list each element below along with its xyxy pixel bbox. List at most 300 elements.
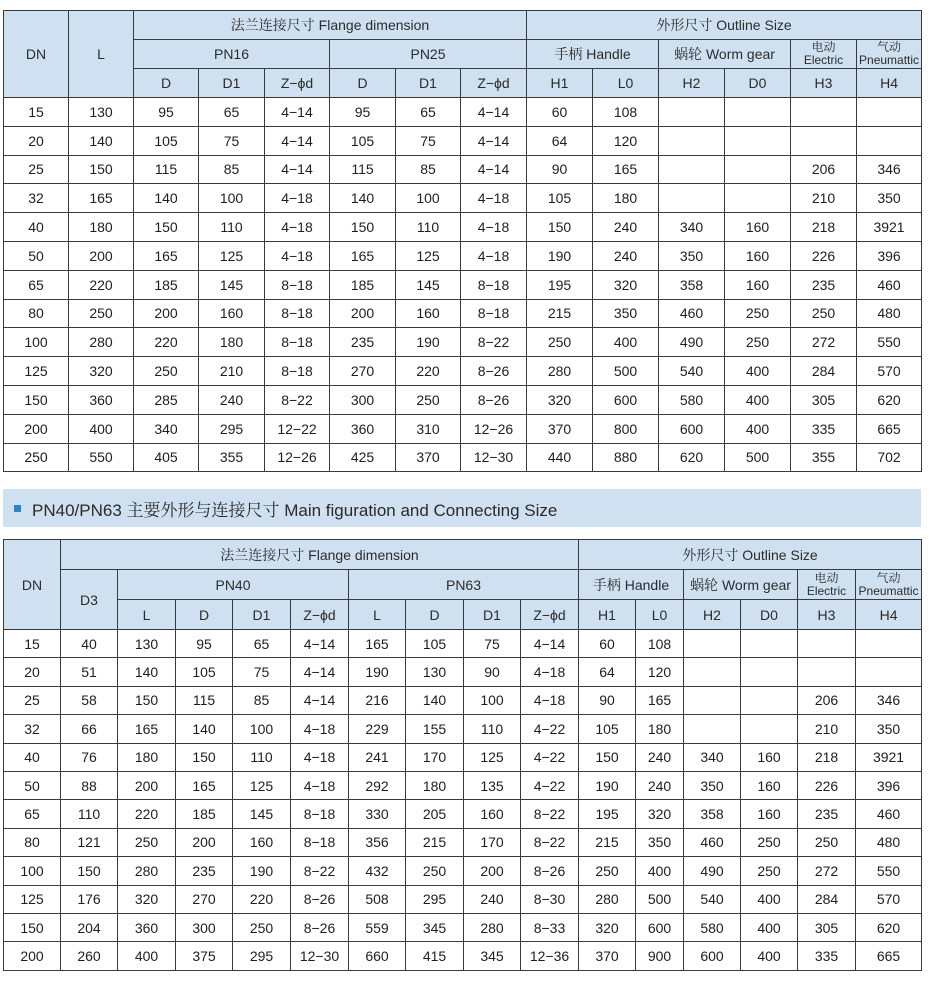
table-cell: 355	[199, 443, 265, 472]
table-cell: 190	[396, 328, 461, 357]
table-cell: 190	[349, 658, 406, 686]
table-cell: 320	[593, 270, 659, 299]
table-cell: 65	[396, 98, 461, 127]
table-cell: 65	[233, 630, 291, 658]
table-row	[4, 942, 922, 970]
table-cell: 12−30	[461, 443, 527, 472]
table-cell: 160	[396, 299, 461, 328]
table-cell: 8−26	[291, 913, 349, 941]
table-cell: 125	[4, 357, 69, 386]
table-cell	[725, 98, 791, 127]
table-cell: 125	[199, 241, 265, 270]
table-cell: 3921	[856, 743, 922, 771]
table-cell: 8−18	[291, 828, 349, 856]
table-cell: 508	[349, 885, 406, 913]
table-cell: 4−14	[521, 630, 579, 658]
table-cell: 160	[233, 828, 291, 856]
table-cell: 360	[69, 385, 134, 414]
table-cell: 600	[659, 414, 725, 443]
table-cell: 170	[464, 828, 521, 856]
table-cell: 108	[636, 630, 684, 658]
subheader-cell: D0	[725, 69, 791, 98]
table-cell: 165	[176, 771, 233, 799]
table-cell: 200	[69, 241, 134, 270]
table-cell: 180	[118, 743, 176, 771]
table-cell: 170	[406, 743, 464, 771]
table-cell: 150	[527, 213, 593, 242]
table-cell: 135	[464, 771, 521, 799]
table-cell	[684, 686, 741, 714]
table-row	[4, 686, 922, 714]
table-cell: 51	[61, 658, 118, 686]
table-cell: 4−18	[521, 686, 579, 714]
table-cell: 400	[741, 913, 798, 941]
table-cell: 32	[4, 184, 69, 213]
table-row	[4, 126, 922, 155]
table-cell: 4−14	[265, 155, 330, 184]
subheader-cell: H1	[527, 69, 593, 98]
table-cell: 300	[176, 913, 233, 941]
table-cell: 85	[199, 155, 265, 184]
table-cell: 500	[725, 443, 791, 472]
table-cell: 65	[199, 98, 265, 127]
table-cell: 460	[856, 800, 922, 828]
table-cell: 90	[527, 155, 593, 184]
header-pn40: PN40	[118, 570, 349, 600]
table-cell: 284	[798, 885, 856, 913]
table-cell: 432	[349, 857, 406, 885]
table-cell: 88	[61, 771, 118, 799]
table-cell: 150	[61, 857, 118, 885]
header-electric-cn: 电动	[814, 570, 839, 585]
table-cell: 50	[4, 771, 61, 799]
table-cell: 220	[69, 270, 134, 299]
table-cell: 150	[4, 913, 61, 941]
table-cell: 4−18	[291, 715, 349, 743]
subheader-cell: D1	[396, 69, 461, 98]
table-cell: 140	[406, 686, 464, 714]
table-cell: 150	[176, 743, 233, 771]
table-cell: 355	[791, 443, 857, 472]
table-cell: 4−18	[265, 184, 330, 213]
table-cell: 185	[330, 270, 396, 299]
table-cell: 500	[636, 885, 684, 913]
table-cell: 165	[134, 241, 199, 270]
table-cell: 180	[69, 213, 134, 242]
table-cell: 165	[69, 184, 134, 213]
table-cell: 160	[199, 299, 265, 328]
table-cell: 350	[856, 715, 922, 743]
table-cell: 335	[798, 942, 856, 970]
table-cell	[857, 126, 922, 155]
table-cell: 400	[725, 357, 791, 386]
table-cell: 280	[527, 357, 593, 386]
table-cell	[741, 630, 798, 658]
table-cell: 400	[725, 385, 791, 414]
table-cell: 320	[69, 357, 134, 386]
table-cell: 550	[857, 328, 922, 357]
table-cell: 76	[61, 743, 118, 771]
table-cell: 4−14	[291, 630, 349, 658]
table-cell: 180	[636, 715, 684, 743]
table-cell: 8−22	[265, 385, 330, 414]
table-cell: 85	[233, 686, 291, 714]
table-cell: 190	[233, 857, 291, 885]
table-cell: 215	[579, 828, 636, 856]
table-cell: 65	[4, 270, 69, 299]
table-cell: 120	[593, 126, 659, 155]
subheader-cell: D1	[199, 69, 265, 98]
table-row	[4, 443, 922, 472]
table-cell: 285	[134, 385, 199, 414]
table-cell	[684, 658, 741, 686]
table-cell: 108	[593, 98, 659, 127]
table-cell: 250	[134, 357, 199, 386]
table-cell: 8−22	[291, 857, 349, 885]
table-cell: 105	[406, 630, 464, 658]
header-pneumatic	[856, 570, 922, 600]
table-cell: 235	[791, 270, 857, 299]
table-cell: 121	[61, 828, 118, 856]
table-cell: 8−26	[521, 857, 579, 885]
table-cell: 165	[636, 686, 684, 714]
table-cell: 8−30	[521, 885, 579, 913]
table-cell: 190	[527, 241, 593, 270]
header-handle: 手柄 Handle	[527, 40, 659, 69]
table-cell: 185	[134, 270, 199, 299]
subheader-cell: H3	[791, 69, 857, 98]
table-cell: 210	[791, 184, 857, 213]
table-cell: 295	[233, 942, 291, 970]
header-pneumatic-cn: 气动	[877, 40, 902, 54]
table-cell: 360	[118, 913, 176, 941]
table-cell: 4−18	[461, 213, 527, 242]
table-cell: 250	[69, 299, 134, 328]
table-cell: 8−22	[521, 800, 579, 828]
table-cell: 345	[406, 913, 464, 941]
table-cell	[659, 155, 725, 184]
table-cell: 105	[176, 658, 233, 686]
table-cell: 229	[349, 715, 406, 743]
pn16-pn25-dimension-table	[3, 10, 922, 472]
table-cell: 58	[61, 686, 118, 714]
table-cell: 115	[330, 155, 396, 184]
table-cell: 370	[527, 414, 593, 443]
table-cell: 356	[349, 828, 406, 856]
table-cell: 150	[118, 686, 176, 714]
table-cell	[741, 686, 798, 714]
table-row	[4, 828, 922, 856]
table-cell: 100	[233, 715, 291, 743]
table-cell: 4−18	[265, 241, 330, 270]
table-cell: 346	[856, 686, 922, 714]
table-cell: 880	[593, 443, 659, 472]
table-cell: 490	[659, 328, 725, 357]
table-cell: 120	[636, 658, 684, 686]
table-cell: 4−18	[291, 743, 349, 771]
table-cell: 130	[118, 630, 176, 658]
table-cell: 250	[527, 328, 593, 357]
header-pneumatic-en: Pneumattic	[859, 53, 920, 67]
table-cell: 65	[4, 800, 61, 828]
table-cell: 190	[579, 771, 636, 799]
table-cell: 90	[464, 658, 521, 686]
table-cell: 272	[798, 857, 856, 885]
header-worm-gear: 蜗轮 Worm gear	[659, 40, 791, 69]
table-cell: 345	[464, 942, 521, 970]
table-cell: 8−22	[461, 328, 527, 357]
table-cell: 12−36	[521, 942, 579, 970]
table-cell: 20	[4, 126, 69, 155]
table-cell: 95	[330, 98, 396, 127]
table-cell: 425	[330, 443, 396, 472]
table-cell: 206	[791, 155, 857, 184]
table-cell: 250	[741, 828, 798, 856]
table-cell: 125	[464, 743, 521, 771]
table-cell: 396	[856, 771, 922, 799]
table-cell: 540	[684, 885, 741, 913]
table-cell: 85	[396, 155, 461, 184]
table-cell: 160	[725, 270, 791, 299]
table-cell: 240	[636, 771, 684, 799]
table-cell	[725, 126, 791, 155]
table-cell: 8−18	[461, 270, 527, 299]
table-cell: 80	[4, 299, 69, 328]
subheader-cell: D	[176, 600, 233, 630]
table-cell: 145	[396, 270, 461, 299]
table-cell: 205	[406, 800, 464, 828]
table-row	[4, 357, 922, 386]
header-d3: D3	[61, 570, 118, 630]
table-cell: 130	[406, 658, 464, 686]
table-cell: 240	[464, 885, 521, 913]
table-cell: 204	[61, 913, 118, 941]
table-cell: 160	[725, 241, 791, 270]
table-cell: 200	[4, 414, 69, 443]
header-dn: DN	[4, 540, 61, 630]
table-row	[4, 213, 922, 242]
table-cell: 400	[636, 857, 684, 885]
table-cell: 4−14	[291, 686, 349, 714]
table-cell: 580	[684, 913, 741, 941]
table-cell: 250	[725, 299, 791, 328]
table-cell: 8−18	[291, 800, 349, 828]
table-cell: 226	[798, 771, 856, 799]
table-cell: 4−18	[291, 771, 349, 799]
table-cell: 200	[134, 299, 199, 328]
table-cell: 250	[725, 328, 791, 357]
table-cell	[798, 658, 856, 686]
table-cell: 218	[798, 743, 856, 771]
table-cell: 206	[798, 686, 856, 714]
section-banner	[3, 489, 921, 527]
table-cell: 4−18	[521, 658, 579, 686]
table-cell: 340	[659, 213, 725, 242]
table-cell: 185	[176, 800, 233, 828]
table-cell: 180	[406, 771, 464, 799]
table-cell: 460	[857, 270, 922, 299]
table-cell: 400	[593, 328, 659, 357]
table-cell: 20	[4, 658, 61, 686]
table-cell: 15	[4, 630, 61, 658]
table-cell: 460	[659, 299, 725, 328]
header-flange-dimension: 法兰连接尺寸 Flange dimension	[134, 11, 527, 40]
table-cell: 370	[579, 942, 636, 970]
table-cell: 480	[857, 299, 922, 328]
table-cell: 4−14	[461, 126, 527, 155]
table-cell: 105	[330, 126, 396, 155]
table-cell: 4−18	[461, 184, 527, 213]
table-cell: 110	[199, 213, 265, 242]
table-cell	[725, 155, 791, 184]
subheader-cell: H4	[857, 69, 922, 98]
table-cell: 100	[4, 857, 61, 885]
table-cell: 400	[69, 414, 134, 443]
subheader-cell: L	[118, 600, 176, 630]
table-cell: 105	[579, 715, 636, 743]
table-cell: 210	[199, 357, 265, 386]
table-row	[4, 328, 922, 357]
table-cell: 900	[636, 942, 684, 970]
table-cell: 540	[659, 357, 725, 386]
header-l: L	[69, 11, 134, 98]
table-cell	[856, 658, 922, 686]
table-cell: 800	[593, 414, 659, 443]
bullet-square-icon	[14, 505, 21, 512]
table-cell: 250	[118, 828, 176, 856]
subheader-cell: H2	[684, 600, 741, 630]
table-cell: 250	[4, 443, 69, 472]
table-cell: 490	[684, 857, 741, 885]
table-cell: 100	[199, 184, 265, 213]
table-cell: 12−30	[291, 942, 349, 970]
table-cell: 145	[233, 800, 291, 828]
table-cell: 295	[406, 885, 464, 913]
table-cell: 350	[636, 828, 684, 856]
table-cell: 220	[396, 357, 461, 386]
table-cell: 8−22	[521, 828, 579, 856]
table-cell: 125	[4, 885, 61, 913]
table-cell	[684, 630, 741, 658]
table-cell: 150	[134, 213, 199, 242]
subheader-cell: L0	[636, 600, 684, 630]
table-cell: 340	[684, 743, 741, 771]
table-cell: 330	[349, 800, 406, 828]
table-cell: 295	[199, 414, 265, 443]
table-cell: 140	[134, 184, 199, 213]
table-cell: 210	[798, 715, 856, 743]
table-cell: 570	[856, 885, 922, 913]
table-cell: 165	[118, 715, 176, 743]
table-cell: 250	[791, 299, 857, 328]
table-cell: 150	[4, 385, 69, 414]
table-cell: 165	[330, 241, 396, 270]
table-cell: 350	[684, 771, 741, 799]
table-cell: 64	[527, 126, 593, 155]
table-cell: 95	[176, 630, 233, 658]
table-row	[4, 241, 922, 270]
table-cell: 140	[176, 715, 233, 743]
table-cell: 90	[579, 686, 636, 714]
table-cell: 200	[4, 942, 61, 970]
table-cell: 346	[857, 155, 922, 184]
table-cell: 292	[349, 771, 406, 799]
table-cell: 32	[4, 715, 61, 743]
table-cell: 125	[396, 241, 461, 270]
table-cell: 310	[396, 414, 461, 443]
table-cell: 75	[199, 126, 265, 155]
table-cell: 250	[233, 913, 291, 941]
table-cell: 160	[725, 213, 791, 242]
header-pneumatic-en: Pneumattic	[858, 583, 919, 598]
table-cell: 180	[593, 184, 659, 213]
table-cell: 335	[791, 414, 857, 443]
table-cell: 400	[725, 414, 791, 443]
table-cell: 218	[791, 213, 857, 242]
table-cell: 280	[579, 885, 636, 913]
table-cell: 405	[134, 443, 199, 472]
table-cell: 125	[233, 771, 291, 799]
table-cell	[741, 658, 798, 686]
table-cell: 559	[349, 913, 406, 941]
table-row	[4, 743, 922, 771]
table-cell: 215	[527, 299, 593, 328]
table-cell: 130	[69, 98, 134, 127]
header-pn16: PN16	[134, 40, 330, 69]
table-cell: 60	[527, 98, 593, 127]
table-cell: 620	[856, 913, 922, 941]
table-cell: 140	[69, 126, 134, 155]
header-pn63: PN63	[349, 570, 579, 600]
table-cell: 305	[791, 385, 857, 414]
table-cell: 66	[61, 715, 118, 743]
header-outline-size: 外形尺寸 Outline Size	[579, 540, 922, 570]
table-cell: 105	[134, 126, 199, 155]
table-cell: 12−26	[461, 414, 527, 443]
table-cell: 350	[857, 184, 922, 213]
header-pneumatic-cn: 气动	[876, 570, 901, 585]
subheader-cell: D	[406, 600, 464, 630]
table-cell: 75	[464, 630, 521, 658]
table-cell: 4−14	[265, 126, 330, 155]
table-cell: 180	[199, 328, 265, 357]
table-cell: 25	[4, 155, 69, 184]
table-cell: 195	[579, 800, 636, 828]
table-cell: 250	[741, 857, 798, 885]
table-cell: 226	[791, 241, 857, 270]
table-cell: 240	[593, 241, 659, 270]
table-cell: 200	[464, 857, 521, 885]
table-cell: 240	[593, 213, 659, 242]
table-cell: 250	[579, 857, 636, 885]
table-cell: 75	[396, 126, 461, 155]
table-cell: 620	[857, 385, 922, 414]
table-cell: 200	[118, 771, 176, 799]
table-cell: 600	[593, 385, 659, 414]
table-row	[4, 913, 922, 941]
table-cell: 25	[4, 686, 61, 714]
table-cell: 250	[798, 828, 856, 856]
subheader-cell: Z−ϕd	[521, 600, 579, 630]
table-cell: 150	[330, 213, 396, 242]
table-cell: 280	[464, 913, 521, 941]
table-row	[4, 800, 922, 828]
table-row	[4, 414, 922, 443]
table-row	[4, 299, 922, 328]
table-cell: 4−18	[265, 213, 330, 242]
header-dn: DN	[4, 11, 69, 98]
table-cell: 100	[464, 686, 521, 714]
